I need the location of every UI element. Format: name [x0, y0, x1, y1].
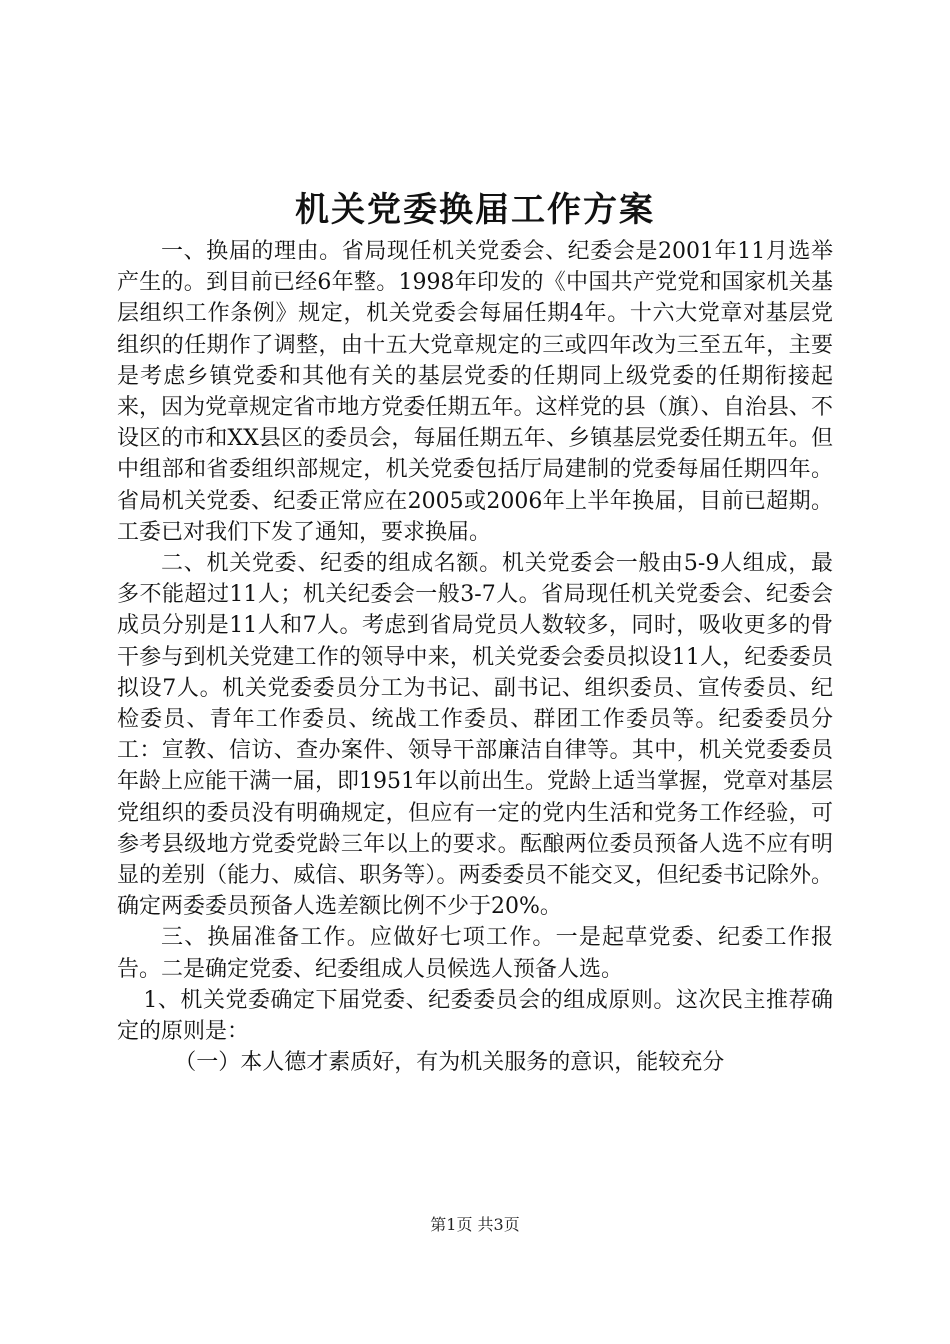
page-number-footer: 第1页 共3页: [430, 1215, 520, 1234]
document-title: 机关党委换届工作方案: [295, 190, 655, 230]
paragraph-2-member-quota: 二、机关党委、纪委的组成名额。机关党委会一般由5-9人组成，最多不能超过11人；机关纪委会一般3-7人。省局现任机关党委会、纪委会成员分别是11人和7人。考虑到省局党员人数较多，同时，吸收更多的骨干参与到机关党建工作的领导中来，机关党委会委员拟设11人，纪委委员拟设7人。机关党委委员分工为书记、副书记、组织委员、宣传委员、纪检委员、青年工作委员、统战工作委员、群团工作委员等。纪委委员分工：宣教、信访、查办案件、领导干部廉洁自律等。其中，机关党委委员年龄上应能干满一届，即1951年以前出生。党龄上适当掌握，党章对基层党组织的委员没有明确规定，但应有一定的党内生活和党务工作经验，可参考县级地方党委党龄三年以上的要求。酝酿两位委员预备人选不应有明显的差别（能力、威信、职务等）。两委委员不能交叉，但纪委书记除外。确定两委委员预备人选差额比例不少于20%。: [117, 551, 833, 920]
paragraph-5-criteria-one: （一）本人德才素质好，有为机关服务的意识，能较充分: [174, 1050, 725, 1076]
paragraph-3-preparation: 三、换届准备工作。应做好七项工作。一是起草党委、纪委工作报告。二是确定党委、纪委组成人员候选人预备人选。: [117, 925, 833, 982]
document-body: [117, 236, 833, 1078]
paragraph-1-term-reason: 一、换届的理由。省局现任机关党委会、纪委会是2001年11月选举产生的。到目前已经6年整。1998年印发的《中国共产党党和国家机关基层组织工作条例》规定，机关党委会每届任期4年。十六大党章对基层党组织的任期作了调整，由十五大党章规定的三或四年改为三至五年，主要是考虑乡镇党委和其他有关的基层党委的任期同上级党委的任期衔接起来，因为党章规定省市地方党委任期五年。这样党的县（旗）、自治县、不设区的市和XX县区的委员会，每届任期五年、乡镇基层党委任期五年。但中组部和省委组织部规定，机关党委包括厅局建制的党委每届任期四年。省局机关党委、纪委正常应在2005或2006年上半年换届，目前已超期。工委已对我们下发了通知，要求换届。: [117, 239, 833, 545]
paragraph-4-principles: 1、机关党委确定下届党委、纪委委员会的组成原则。这次民主推荐确定的原则是：: [117, 987, 833, 1045]
